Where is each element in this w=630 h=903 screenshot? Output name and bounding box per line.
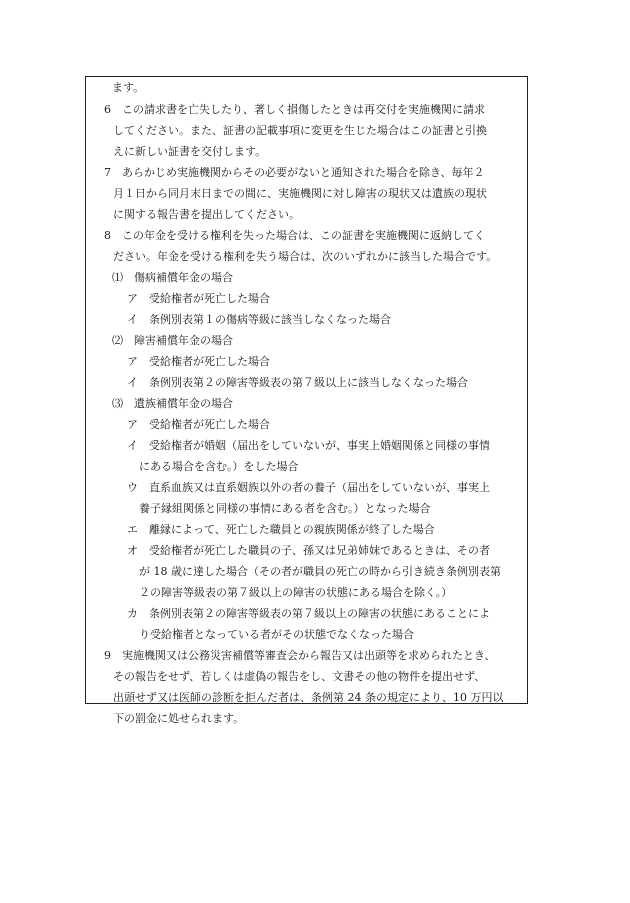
subitem-3-ka-line-2: り受給権者となっている者がその状態でなくなった場合 bbox=[139, 628, 414, 641]
subitem-3-heading: ⑶ 遺族補償年金の場合 bbox=[112, 397, 233, 410]
subitem-3-o-line-1: オ 受給権者が死亡した職員の子、孫又は兄弟姉妹であるときは、その者 bbox=[127, 544, 490, 557]
item-7-line-1: 7 あらかじめ実施機関からその必要がないと通知された場合を除き、毎年２ bbox=[104, 166, 485, 179]
subitem-2-i: イ 条例別表第２の障害等級表の第７級以上に該当しなくなった場合 bbox=[127, 376, 468, 389]
item-6-line-1: 6 この請求書を亡失したり、著しく損傷したときは再交付を実施機関に請求 bbox=[104, 103, 485, 116]
item-9-line-4: 下の罰金に処せられます。 bbox=[113, 712, 245, 725]
item-8-line-1: 8 この年金を受ける権利を失った場合は、この証書を実施機関に返納してく bbox=[104, 229, 485, 242]
text-line: ます。 bbox=[112, 81, 145, 94]
item-9-line-2: その報告をせず、若しくは虚偽の報告をし、文書その他の物件を提出せず、 bbox=[113, 670, 486, 683]
item-7-line-2: 月１日から同月末日までの間に、実施機関に対し障害の現状又は遺族の現状 bbox=[113, 187, 487, 200]
subitem-3-ka-line-1: カ 条例別表第２の障害等級表の第７級以上の障害の状態にあることによ bbox=[127, 607, 490, 620]
subitem-3-e: エ 離縁によって、死亡した職員との親族関係が終了した場合 bbox=[127, 523, 435, 536]
item-6-line-3: えに新しい証書を交付します。 bbox=[113, 145, 267, 158]
subitem-3-u-line-1: ウ 直系血族又は直系姻族以外の者の養子（届出をしていないが、事実上 bbox=[127, 481, 490, 494]
subitem-1-a: ア 受給権者が死亡した場合 bbox=[127, 292, 270, 305]
subitem-3-o-line-2: が 18 歳に達した場合（その者が職員の死亡の時から引き続き条例別表第 bbox=[139, 565, 501, 578]
item-6-line-2: してください。また、証書の記載事項に変更を生じた場合はこの証書と引換 bbox=[113, 124, 487, 137]
subitem-3-u-line-2: 養子縁組関係と同様の事情にある者を含む。）となった場合 bbox=[139, 502, 431, 515]
item-7-line-3: に関する報告書を提出してください。 bbox=[113, 208, 300, 221]
item-9-line-3: 出頭せず又は医師の診断を拒んだ者は、条例第 24 条の規定により、10 万円以 bbox=[113, 691, 504, 704]
subitem-1-heading: ⑴ 傷病補償年金の場合 bbox=[112, 271, 233, 284]
item-9-line-1: 9 実施機関又は公務災害補償等審査会から報告又は出頭等を求められたとき、 bbox=[104, 649, 496, 662]
item-8-line-2: ださい。年金を受ける権利を失う場合は、次のいずれかに該当した場合です。 bbox=[113, 250, 498, 263]
subitem-1-i: イ 条例別表第１の傷病等級に該当しなくなった場合 bbox=[127, 313, 391, 326]
subitem-3-i-line-2: にある場合を含む。）をした場合 bbox=[139, 460, 299, 473]
subitem-3-o-line-3: ２の障害等級表の第７級以上の障害の状態にある場合を除く。） bbox=[139, 586, 453, 599]
subitem-2-heading: ⑵ 障害補償年金の場合 bbox=[112, 334, 233, 347]
subitem-3-a: ア 受給権者が死亡した場合 bbox=[127, 418, 270, 431]
subitem-3-i-line-1: イ 受給権者が婚姻（届出をしていないが、事実上婚姻関係と同様の事情 bbox=[127, 439, 490, 452]
subitem-2-a: ア 受給権者が死亡した場合 bbox=[127, 355, 270, 368]
